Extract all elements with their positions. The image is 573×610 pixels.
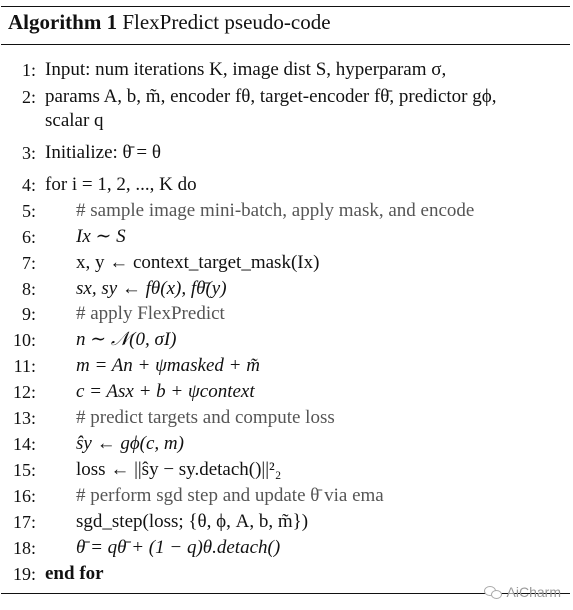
line-text: c = Asx + b + ψcontext	[76, 381, 255, 402]
comment-text: # perform sgd step and update θ̄ via ema	[76, 485, 384, 506]
comment-text: # predict targets and compute loss	[76, 407, 335, 428]
comment-text: # apply FlexPredict	[76, 303, 225, 324]
line-text: Input: num iterations K, image dist S, hyperparam σ,	[45, 59, 447, 80]
line-text: Ix ∼ S	[76, 226, 126, 247]
line-number: 12:	[12, 382, 36, 402]
title-rule	[1, 44, 570, 45]
line-number: 9:	[21, 304, 36, 324]
line-number: 16:	[12, 486, 36, 506]
wechat-icon	[484, 585, 502, 600]
line-number: 15:	[12, 460, 36, 480]
line-text: n ∼ 𝒩(0, σI)	[76, 329, 177, 350]
line-number: 6:	[21, 227, 36, 247]
line-text: loss ← ||ŝy − sy.detach()||²₂	[76, 459, 282, 480]
line-number: 11:	[13, 356, 36, 376]
line-number: 17:	[12, 512, 36, 532]
line-text: scalar q	[45, 110, 104, 131]
line-text: θ̄ = qθ̄ + (1 − q)θ.detach()	[76, 537, 281, 558]
line-text: Initialize: θ̄ = θ	[45, 142, 161, 163]
line-number: 13:	[12, 408, 36, 428]
line-number: 8:	[21, 279, 36, 299]
line-number: 1:	[21, 60, 36, 80]
algorithm-label: Algorithm 1	[8, 10, 118, 34]
line-text: m = An + ψmasked + m̃	[76, 355, 260, 376]
line-number: 18:	[12, 538, 36, 558]
line-number: 5:	[21, 201, 36, 221]
line-text: sx, sy ← fθ(x), fθ̄(y)	[76, 278, 227, 299]
line-number: 2:	[21, 87, 36, 107]
line-number: 14:	[12, 434, 36, 454]
line-number: 3:	[21, 143, 36, 163]
line-text: sgd_step(loss; {θ, ϕ, A, b, m̃})	[76, 511, 309, 532]
line-text: params A, b, m̃, encoder fθ, target-encoder fθ̄, predictor gϕ,	[45, 86, 497, 107]
line-text: ŝy ← gϕ(c, m)	[76, 433, 184, 454]
watermark	[484, 584, 561, 600]
line-number: 10:	[12, 330, 36, 350]
algorithm-box	[1, 0, 570, 596]
line-number: 19:	[12, 564, 36, 584]
watermark-text: AiCharm	[506, 584, 561, 600]
algorithm-name: FlexPredict pseudo-code	[122, 10, 331, 34]
top-rule	[1, 6, 570, 7]
line-text: for i = 1, 2, ..., K do	[45, 174, 197, 195]
line-number: 7:	[21, 253, 36, 273]
comment-text: # sample image mini-batch, apply mask, and encode	[76, 200, 475, 221]
line-text: end for	[45, 563, 104, 584]
algorithm-title	[8, 10, 331, 35]
line-text: x, y ← context_target_mask(Ix)	[76, 252, 320, 273]
line-number: 4:	[21, 175, 36, 195]
